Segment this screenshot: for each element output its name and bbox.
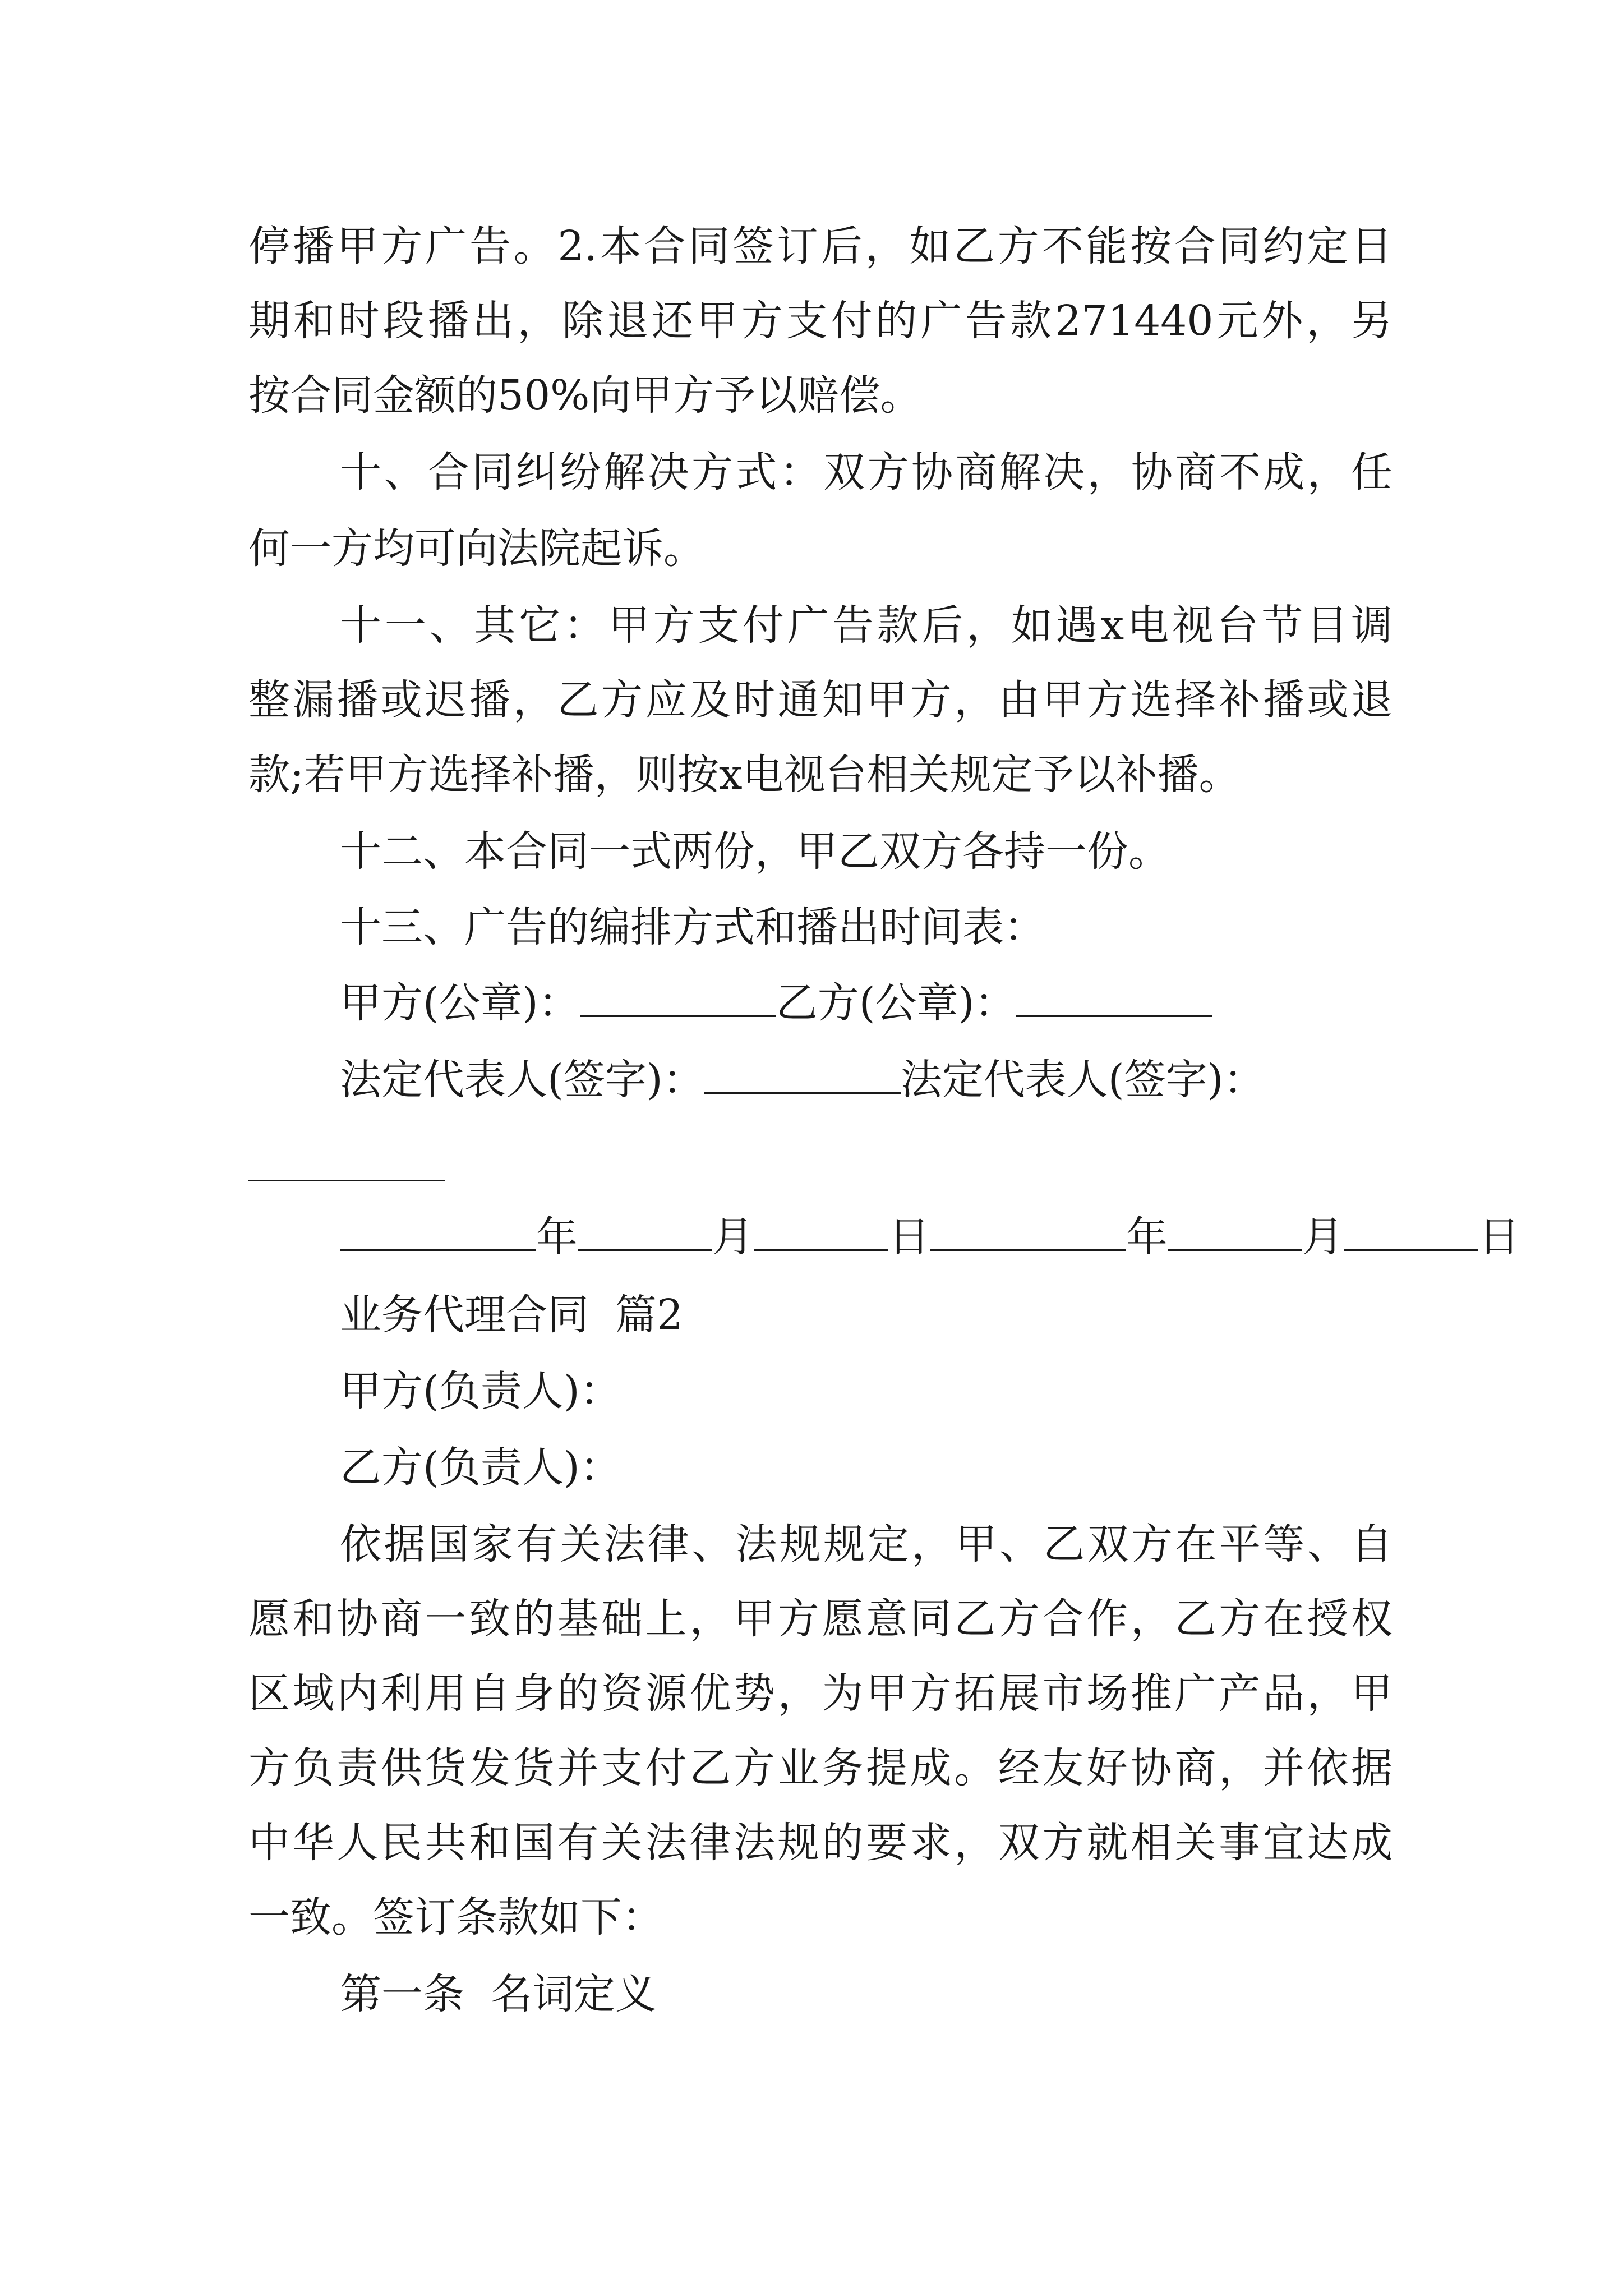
rep-a-blank — [704, 1056, 901, 1094]
month-label: 月 — [1302, 1213, 1344, 1261]
year-label: 年 — [536, 1213, 578, 1261]
clause-12: 十二、本合同一式两份，甲乙双方各持一份。 — [340, 827, 1170, 876]
article-1-heading: 第一条 名词定义 — [340, 1970, 657, 2018]
preamble-line: 依据国家有关法律、法规规定，甲、乙双方在平等、自 — [340, 1520, 1393, 1568]
paragraph-line: 期和时段播出，除退还甲方支付的广告款271440元外，另 — [248, 297, 1393, 345]
paragraph-line: 按合同金额的50%向甲方予以赔偿。 — [248, 371, 922, 420]
party-a-seal-blank — [580, 979, 776, 1017]
clause-11-line: 整漏播或迟播，乙方应及时通知甲方，由甲方选择补播或退 — [248, 676, 1393, 724]
date-blank — [340, 1213, 536, 1251]
month-label: 月 — [712, 1213, 754, 1261]
date-blank — [1168, 1213, 1302, 1251]
preamble-line: 区域内利用自身的资源优势，为甲方拓展市场推广产品，甲 — [248, 1669, 1393, 1718]
clause-11-line: 款;若甲方选择补播，则按x电视台相关规定予以补播。 — [248, 751, 1241, 799]
clause-10-line: 十、合同纠纷解决方式：双方协商解决，协商不成，任 — [340, 448, 1393, 496]
preamble-line: 一致。签订条款如下： — [248, 1893, 663, 1941]
preamble-line: 方负责供货发货并支付乙方业务提成。经友好协商，并依据 — [248, 1744, 1393, 1792]
day-label: 日 — [1478, 1213, 1520, 1261]
section-title: 业务代理合同 篇2 — [340, 1291, 684, 1339]
party-b-responsible: 乙方(负责人)： — [340, 1443, 621, 1492]
date-blank — [754, 1213, 888, 1251]
rep-b-label: 法定代表人(签字)： — [900, 1056, 1265, 1104]
party-a-responsible: 甲方(负责人)： — [340, 1367, 621, 1415]
paragraph-line: 停播甲方广告。2.本合同签订后，如乙方不能按合同约定日 — [248, 222, 1393, 270]
clause-10-line: 何一方均可向法院起诉。 — [248, 524, 705, 573]
day-label: 日 — [888, 1213, 930, 1261]
date-blank — [578, 1213, 712, 1251]
party-b-seal-label: 乙方(公章)： — [776, 979, 1016, 1027]
clause-11-line: 十一、其它：甲方支付广告款后，如遇x电视台节目调 — [340, 601, 1393, 650]
date-line — [340, 1209, 1520, 1265]
party-b-seal-blank — [1016, 979, 1212, 1017]
rep-a-label: 法定代表人(签字)： — [340, 1056, 704, 1104]
clause-13: 十三、广告的编排方式和播出时间表： — [340, 903, 1045, 951]
seal-line — [340, 975, 1393, 1031]
preamble-line: 中华人民共和国有关法律法规的要求，双方就相关事宜达成 — [248, 1819, 1393, 1867]
party-a-seal-label: 甲方(公章)： — [340, 979, 580, 1027]
year-label: 年 — [1126, 1213, 1168, 1261]
preamble-line: 愿和协商一致的基础上，甲方愿意同乙方合作，乙方在授权 — [248, 1595, 1393, 1643]
date-blank — [930, 1213, 1126, 1251]
rep-b-blank — [248, 1180, 445, 1181]
signature-line — [340, 1052, 1393, 1108]
date-blank — [1344, 1213, 1478, 1251]
